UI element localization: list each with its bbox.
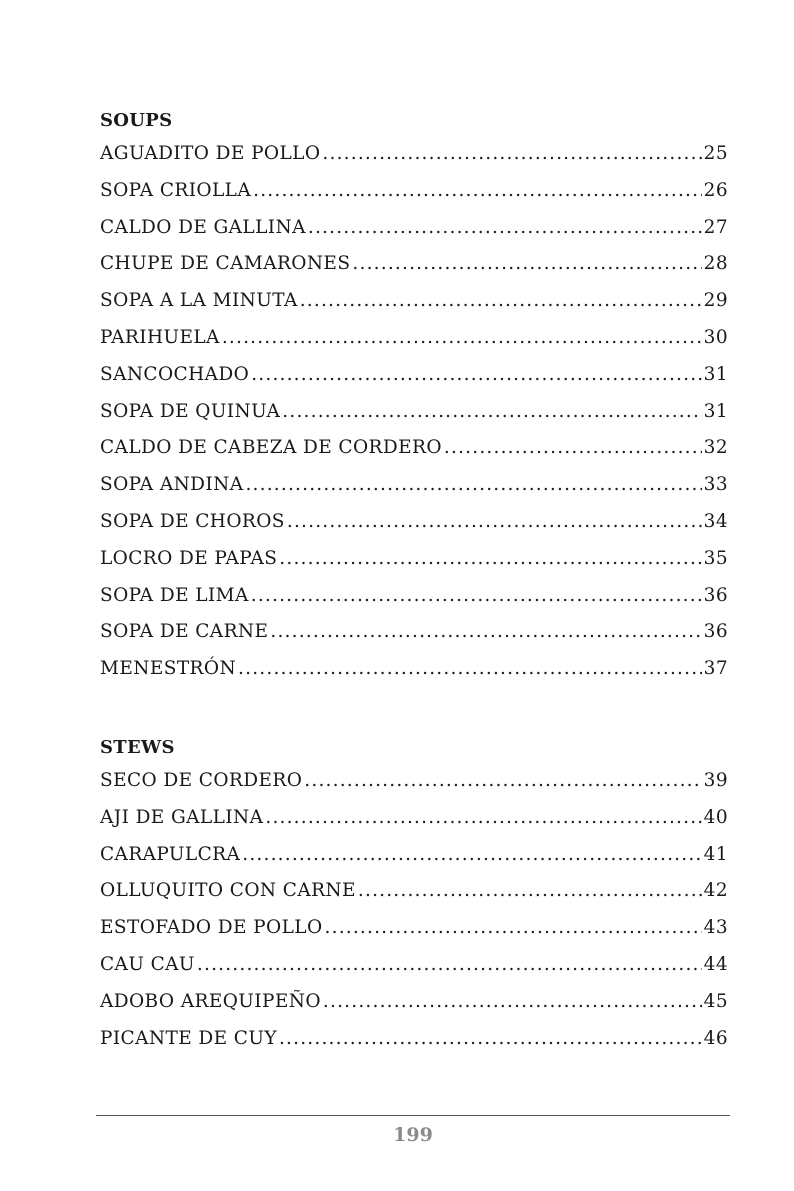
- dot-leader: [304, 763, 701, 800]
- toc-entry-title: SOPA DE QUINUA: [100, 400, 281, 422]
- toc-entry-title: LOCRO DE PAPAS: [100, 547, 278, 569]
- toc-entry-page: 31: [703, 400, 728, 422]
- toc-entry: [100, 651, 728, 688]
- toc-entry: [100, 837, 728, 874]
- section-heading: STEWS: [100, 737, 175, 758]
- toc-entry-page: 44: [703, 953, 728, 975]
- dot-leader: [251, 578, 702, 615]
- toc-entry-page: 35: [703, 547, 728, 569]
- toc-entry-title: CALDO DE GALLINA: [100, 216, 306, 238]
- toc-entry: [100, 430, 728, 467]
- toc-entry-page: 29: [703, 290, 728, 312]
- toc-entry-page: 39: [703, 770, 728, 791]
- toc-entry-page: 36: [703, 584, 728, 606]
- dot-leader: [282, 394, 701, 431]
- toc-entry-page: 45: [703, 990, 728, 1012]
- toc-entry: [100, 578, 728, 615]
- toc-entry-page: 26: [703, 179, 728, 201]
- toc-entry-page: 43: [703, 917, 728, 939]
- toc-list: [100, 763, 728, 1057]
- toc-entry: [100, 763, 728, 800]
- toc-entry: [100, 467, 728, 504]
- toc-entry-page: 42: [703, 880, 728, 902]
- toc-entry-page: 28: [703, 253, 728, 275]
- section-heading: SOUPS: [100, 110, 173, 131]
- toc-entry-title: CARAPULCRA: [100, 843, 241, 865]
- toc-entry-title: ESTOFADO DE POLLO: [100, 917, 323, 939]
- dot-leader: [238, 651, 702, 688]
- toc-entry-title: SOPA CRIOLLA: [100, 179, 252, 201]
- dot-leader: [279, 541, 701, 578]
- toc-entry: [100, 283, 728, 320]
- toc-list: [100, 136, 728, 688]
- dot-leader: [242, 837, 701, 874]
- dot-leader: [358, 873, 702, 910]
- toc-entry-page: 41: [703, 843, 728, 865]
- toc-section-stews: [100, 733, 728, 1057]
- toc-entry: [100, 210, 728, 247]
- toc-entry-title: MENESTRÓN: [100, 658, 237, 680]
- toc-entry: [100, 614, 728, 651]
- footer-divider: [96, 1115, 730, 1116]
- toc-entry-title: OLLUQUITO CON CARNE: [100, 880, 356, 902]
- toc-entry-title: CAU CAU: [100, 953, 195, 975]
- dot-leader: [197, 947, 702, 984]
- toc-entry-page: 33: [703, 474, 728, 496]
- dot-leader: [265, 800, 701, 837]
- dot-leader: [323, 984, 702, 1021]
- toc-entry-page: 25: [703, 143, 728, 164]
- dot-leader: [245, 467, 701, 504]
- toc-entry: [100, 173, 728, 210]
- toc-entry: [100, 320, 728, 357]
- toc-entry: [100, 873, 728, 910]
- dot-leader: [352, 246, 701, 283]
- toc-entry-title: CHUPE DE CAMARONES: [100, 253, 351, 275]
- dot-leader: [222, 320, 702, 357]
- toc-entry: [100, 504, 728, 541]
- toc-entry-page: 34: [703, 510, 728, 532]
- toc-entry-title: SOPA DE CARNE: [100, 621, 269, 643]
- toc-entry: [100, 394, 728, 431]
- dot-leader: [253, 173, 702, 210]
- toc-entry-page: 37: [703, 658, 728, 680]
- dot-leader: [300, 283, 702, 320]
- toc-entry-title: SOPA DE CHOROS: [100, 510, 285, 532]
- toc-entry: [100, 800, 728, 837]
- dot-leader: [325, 910, 702, 947]
- toc-entry-page: 31: [703, 363, 728, 385]
- dot-leader: [287, 504, 702, 541]
- dot-leader: [444, 430, 702, 467]
- toc-entry-title: ADOBO AREQUIPEÑO: [100, 990, 321, 1012]
- toc-entry-title: PICANTE DE CUY: [100, 1027, 277, 1049]
- toc-entry-title: SECO DE CORDERO: [100, 770, 303, 791]
- toc-entry: [100, 1021, 728, 1058]
- toc-entry-title: PARIHUELA: [100, 326, 220, 348]
- page-number: 199: [393, 1124, 433, 1146]
- toc-entry: [100, 541, 728, 578]
- toc-entry-page: 30: [703, 326, 728, 348]
- toc-entry-page: 27: [703, 216, 728, 238]
- dot-leader: [251, 357, 701, 394]
- toc-entry-page: 36: [703, 621, 728, 643]
- toc-entry-title: AJI DE GALLINA: [100, 806, 264, 828]
- toc-entry: [100, 910, 728, 947]
- toc-entry-page: 40: [703, 806, 728, 828]
- toc-entry-page: 32: [703, 437, 728, 459]
- toc-entry: [100, 136, 728, 173]
- toc-entry: [100, 246, 728, 283]
- toc-entry-title: SANCOCHADO: [100, 363, 250, 385]
- toc-entry: [100, 357, 728, 394]
- dot-leader: [322, 136, 701, 173]
- toc-entry-title: SOPA A LA MINUTA: [100, 290, 298, 312]
- toc-entry-title: CALDO DE CABEZA DE CORDERO: [100, 437, 442, 459]
- toc-entry-title: SOPA ANDINA: [100, 474, 244, 496]
- dot-leader: [270, 614, 701, 651]
- toc-entry-title: SOPA DE LIMA: [100, 584, 249, 606]
- toc-entry-title: AGUADITO DE POLLO: [100, 143, 321, 164]
- toc-entry: [100, 947, 728, 984]
- dot-leader: [279, 1021, 702, 1058]
- dot-leader: [308, 210, 702, 247]
- toc-entry-page: 46: [703, 1027, 728, 1049]
- toc-section-soups: [100, 106, 728, 688]
- toc-entry: [100, 984, 728, 1021]
